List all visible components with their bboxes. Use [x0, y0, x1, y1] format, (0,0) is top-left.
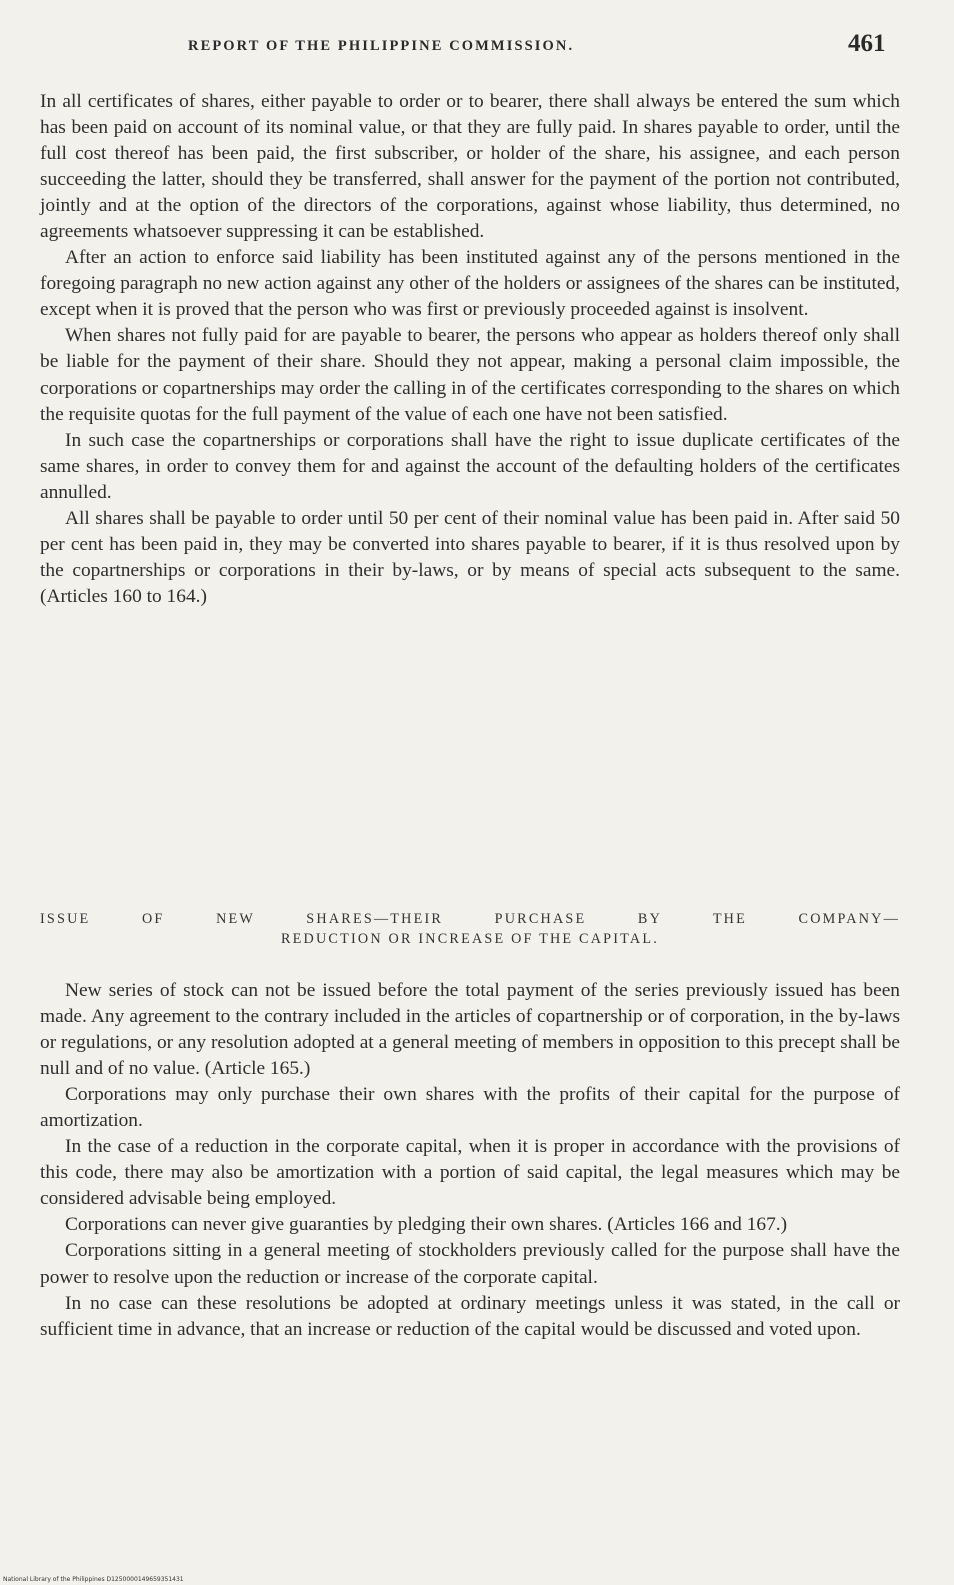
source-footer: National Library of the Philippines D1250000149659351431 — [3, 1576, 184, 1583]
section-heading-line-1: ISSUE OF NEW SHARES—THEIR PURCHASE BY THE COMPANY— — [40, 911, 900, 927]
running-title: REPORT OF THE PHILIPPINE COMMISSION. — [188, 38, 575, 54]
body-text-before-heading — [40, 89, 900, 610]
paragraph: Corporations sitting in a general meeting of stockholders previously called for the purpose shall have the power to resolve upon the reduction or increase of the corporate capital. — [40, 1240, 900, 1288]
paragraph: In the case of a reduction in the corporate capital, when it is proper in accordance with the provisions of this code, there may also be amortization with a portion of said capital, the legal measures which may be considered advisable being employed. — [40, 1136, 900, 1210]
paragraph: In all certificates of shares, either payable to order or to bearer, there shall always be entered the sum which has been paid on account of its nominal value, or that they are fully paid. In shares payable to order, until the full cost thereof has been paid, the first subscriber, or holder of the share, his assignee, and each person succeeding the latter, should they be transferred, shall answer for the payment of the portion not contributed, jointly and at the option of the directors of the corporations, against whose liability, thus determined, no agreements whatsoever suppressing it can be established. — [40, 91, 900, 243]
paragraph: New series of stock can not be issued before the total payment of the series previously issued has been made. Any agreement to the contrary included in the articles of copartnership or of corporation, in the by-laws or regulations, or any resolution adopted at a general meeting of members in opposition to this precept shall be null and of no value. (Article 165.) — [40, 980, 900, 1080]
section-heading — [40, 909, 900, 949]
body-text-after-heading — [40, 978, 900, 1343]
section-heading-line-2: REDUCTION OR INCREASE OF THE CAPITAL. — [281, 931, 659, 947]
paragraph: In such case the copartnerships or corporations shall have the right to issue duplicate certificates of the same shares, in order to convey them for and against the account of the defaulting holders of the certificates annulled. — [40, 429, 900, 503]
paragraph: Corporations can never give guaranties by pledging their own shares. (Articles 166 and 167.) — [65, 1214, 788, 1236]
paragraph: All shares shall be payable to order until 50 per cent of their nominal value has been paid in. After said 50 per cent has been paid in, they may be converted into shares payable to bearer, if it is thus resolved upon by the copartnerships or corporations in their by-laws, or by means of special acts subsequent to the same. (Articles 160 to 164.) — [40, 507, 900, 607]
paragraph: In no case can these resolutions be adopted at ordinary meetings unless it was stated, in the call or sufficient time in advance, that an increase or reduction of the capital would be discussed and voted upon. — [40, 1292, 900, 1340]
paragraph: When shares not fully paid for are payable to bearer, the persons who appear as holders thereof only shall be liable for the payment of their share. Should they not appear, making a personal claim impossible, the corporations or copartnerships may order the calling in of the certificates corresponding to the shares on which the requisite quotas for the full payment of the value of each one have not been satisfied. — [40, 325, 900, 425]
paragraph: After an action to enforce said liability has been instituted against any of the persons mentioned in the foregoing paragraph no new action against any other of the holders or assignees of the shares can be instituted, except when it is proved that the person who was first or previously proceeded against is insolvent. — [40, 247, 900, 321]
paragraph: Corporations may only purchase their own shares with the profits of their capital for the purpose of amortization. — [40, 1084, 900, 1132]
page-number: 461 — [848, 30, 886, 57]
